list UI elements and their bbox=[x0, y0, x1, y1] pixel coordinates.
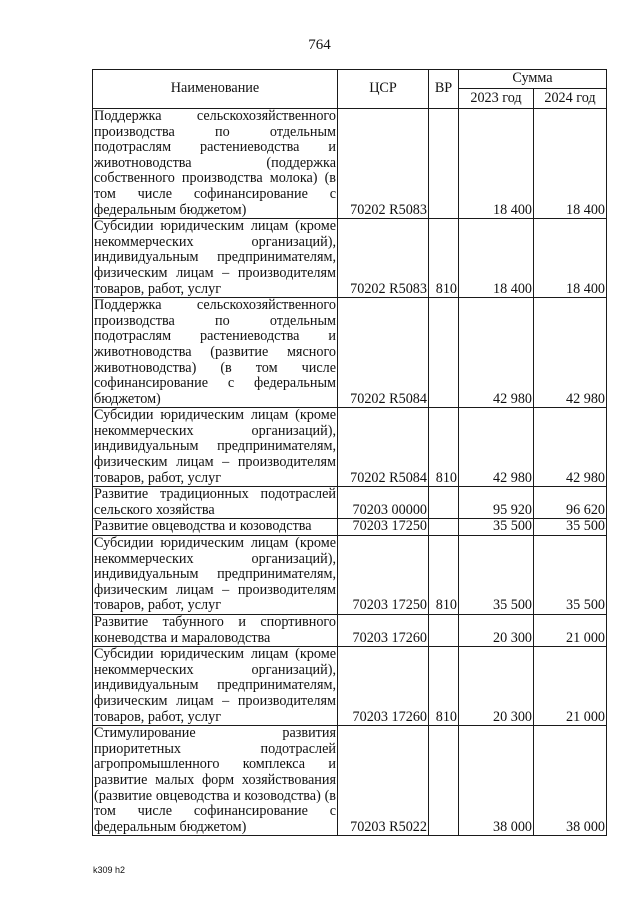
row-sum-2023: 38 000 bbox=[459, 726, 534, 836]
table-row bbox=[93, 647, 607, 726]
row-name: Субсидии юридическим лицам (кроме некоммерческих организаций), индивидуальным предпринимателям, физическим лицам – производителям товаров, работ, услуг bbox=[94, 218, 336, 297]
row-vr: 810 bbox=[429, 219, 459, 298]
row-name: Стимулирование развития приоритетных подотраслей агропромышленного комплекса и развитие малых форм хозяйствования (развитие овцеводства и козоводства) (в том числе софинансирование с федеральным бюджетом) bbox=[94, 725, 336, 835]
row-name: Развитие табунного и спортивного коневодства и мараловодства bbox=[94, 614, 336, 646]
row-sum-2024: 35 500 bbox=[534, 536, 607, 615]
header-vr: ВР bbox=[429, 70, 459, 109]
row-sum-2024: 38 000 bbox=[534, 726, 607, 836]
footer-code: k309 h2 bbox=[93, 865, 126, 875]
row-sum-2023: 18 400 bbox=[459, 109, 534, 219]
table-row bbox=[93, 298, 607, 408]
row-sum-2023: 18 400 bbox=[459, 219, 534, 298]
table-row bbox=[93, 408, 607, 487]
row-csr: 70202 R5083 bbox=[338, 109, 429, 219]
table-row bbox=[93, 519, 607, 536]
row-csr: 70203 R5022 bbox=[338, 726, 429, 836]
row-csr: 70203 17250 bbox=[338, 536, 429, 615]
row-name: Поддержка сельскохозяйственного производства по отдельным подотраслям растениеводства и животноводства (поддержка собственного производства молока) (в том числе софинансирование с федеральным бюджетом) bbox=[94, 108, 336, 218]
header-row bbox=[93, 70, 607, 89]
table-row bbox=[93, 219, 607, 298]
table-row bbox=[93, 487, 607, 519]
row-vr bbox=[429, 487, 459, 519]
row-name: Развитие традиционных подотраслей сельского хозяйства bbox=[94, 486, 336, 518]
table-row bbox=[93, 536, 607, 615]
row-sum-2024: 21 000 bbox=[534, 647, 607, 726]
header-sum: Сумма bbox=[459, 70, 607, 89]
budget-table bbox=[92, 69, 607, 836]
header-name: Наименование bbox=[93, 70, 338, 109]
table-row bbox=[93, 726, 607, 836]
row-sum-2023: 20 300 bbox=[459, 615, 534, 647]
row-csr: 70203 00000 bbox=[338, 487, 429, 519]
row-vr bbox=[429, 298, 459, 408]
row-vr bbox=[429, 615, 459, 647]
row-vr: 810 bbox=[429, 536, 459, 615]
row-sum-2024: 18 400 bbox=[534, 109, 607, 219]
row-sum-2024: 96 620 bbox=[534, 487, 607, 519]
row-sum-2023: 35 500 bbox=[459, 536, 534, 615]
row-sum-2023: 42 980 bbox=[459, 298, 534, 408]
row-vr bbox=[429, 726, 459, 836]
row-vr bbox=[429, 109, 459, 219]
page-number: 764 bbox=[308, 37, 331, 53]
row-vr bbox=[429, 519, 459, 536]
row-sum-2024: 18 400 bbox=[534, 219, 607, 298]
row-sum-2023: 20 300 bbox=[459, 647, 534, 726]
header-year-2024: 2024 год bbox=[534, 89, 607, 109]
row-name: Субсидии юридическим лицам (кроме некоммерческих организаций), индивидуальным предпринимателям, физическим лицам – производителям товаров, работ, услуг bbox=[94, 646, 336, 725]
row-csr: 70202 R5083 bbox=[338, 219, 429, 298]
table-row bbox=[93, 109, 607, 219]
row-vr: 810 bbox=[429, 408, 459, 487]
row-sum-2024: 21 000 bbox=[534, 615, 607, 647]
row-name: Субсидии юридическим лицам (кроме некоммерческих организаций), индивидуальным предпринимателям, физическим лицам – производителям товаров, работ, услуг bbox=[94, 407, 336, 486]
row-csr: 70202 R5084 bbox=[338, 298, 429, 408]
header-csr: ЦСР bbox=[338, 70, 429, 109]
header-year-2023: 2023 год bbox=[459, 89, 534, 109]
row-name: Субсидии юридическим лицам (кроме некоммерческих организаций), индивидуальным предпринимателям, физическим лицам – производителям товаров, работ, услуг bbox=[94, 535, 336, 614]
row-name: Развитие овцеводства и козоводства bbox=[93, 519, 338, 536]
row-csr: 70203 17260 bbox=[338, 615, 429, 647]
row-sum-2024: 35 500 bbox=[534, 519, 607, 536]
table-row bbox=[93, 615, 607, 647]
row-csr: 70202 R5084 bbox=[338, 408, 429, 487]
row-vr: 810 bbox=[429, 647, 459, 726]
row-csr: 70203 17250 bbox=[338, 519, 429, 536]
row-sum-2024: 42 980 bbox=[534, 408, 607, 487]
row-sum-2024: 42 980 bbox=[534, 298, 607, 408]
row-sum-2023: 95 920 bbox=[459, 487, 534, 519]
row-csr: 70203 17260 bbox=[338, 647, 429, 726]
row-sum-2023: 42 980 bbox=[459, 408, 534, 487]
row-name: Поддержка сельскохозяйственного производства по отдельным подотраслям растениеводства и животноводства (развитие мясного животноводства) (в том числе софинансирование с федеральным бюджетом) bbox=[94, 297, 336, 407]
row-sum-2023: 35 500 bbox=[459, 519, 534, 536]
